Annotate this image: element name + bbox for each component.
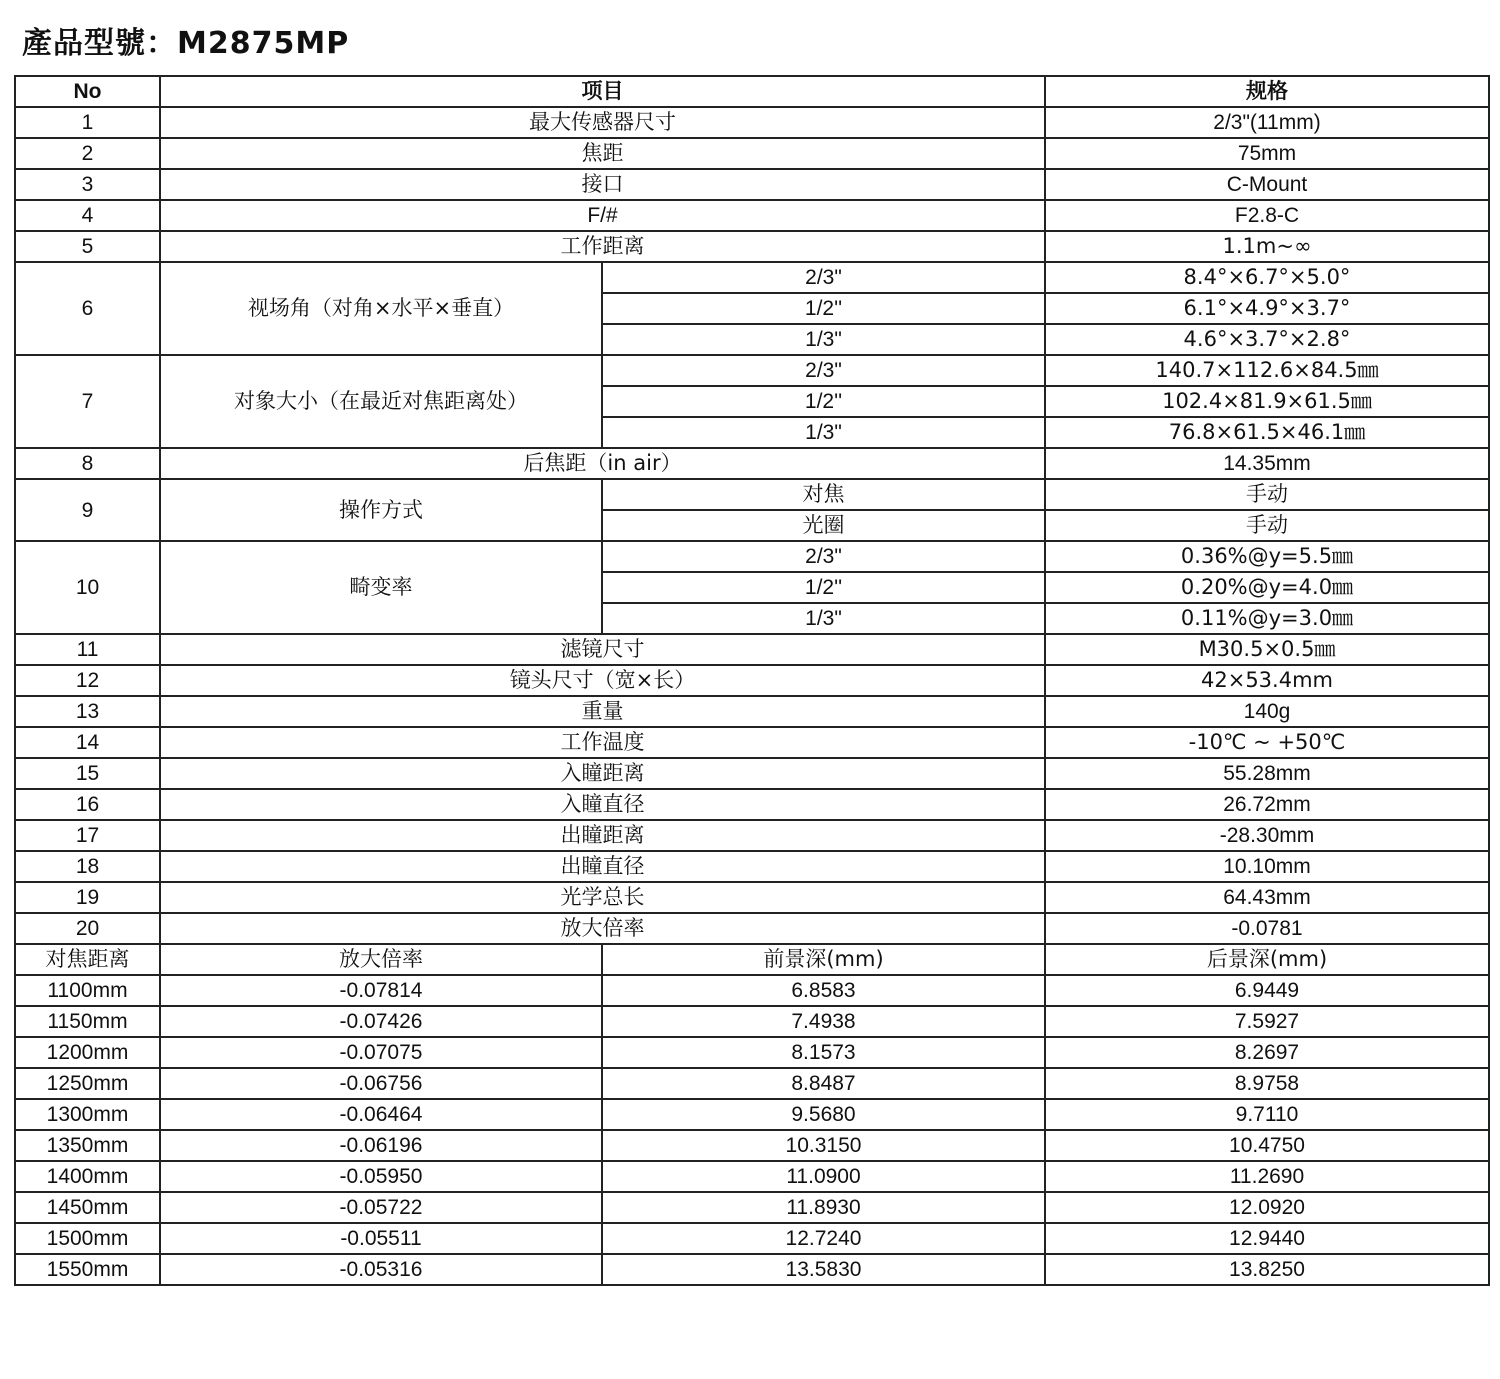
- dof-table-body: [15, 975, 1489, 1285]
- row-spec: 140g: [1045, 696, 1489, 727]
- dof-focus-distance: 1400mm: [15, 1161, 160, 1192]
- row-no: 17: [15, 820, 160, 851]
- dof-row: [15, 1130, 1489, 1161]
- dof-header-front-depth: 前景深(mm): [602, 944, 1045, 975]
- row-spec: F2.8-C: [1045, 200, 1489, 231]
- dof-magnification: -0.05511: [160, 1223, 602, 1254]
- row-no: 18: [15, 851, 160, 882]
- row-no: 13: [15, 696, 160, 727]
- dof-magnification: -0.05316: [160, 1254, 602, 1285]
- row-item: 出瞳距离: [160, 820, 1045, 851]
- row-item: 最大传感器尺寸: [160, 107, 1045, 138]
- dof-magnification: -0.07426: [160, 1006, 602, 1037]
- dof-row: [15, 1223, 1489, 1254]
- sensor-size: 1/2'': [602, 572, 1045, 603]
- table-row: [15, 727, 1489, 758]
- row-item: 滤镜尺寸: [160, 634, 1045, 665]
- row-no: 10: [15, 541, 160, 634]
- header-spec: 规格: [1045, 76, 1489, 107]
- row-no: 5: [15, 231, 160, 262]
- table-row: [15, 913, 1489, 944]
- row-item: 光学总长: [160, 882, 1045, 913]
- row-item: 对象大小（在最近对焦距离处）: [160, 355, 602, 448]
- dof-front-depth: 8.8487: [602, 1068, 1045, 1099]
- dof-front-depth: 12.7240: [602, 1223, 1045, 1254]
- row-spec: 6.1°×4.9°×3.7°: [1045, 293, 1489, 324]
- dof-header-focus-distance: 对焦距离: [15, 944, 160, 975]
- row-spec: 55.28mm: [1045, 758, 1489, 789]
- row-item: 操作方式: [160, 479, 602, 541]
- dof-row: [15, 1099, 1489, 1130]
- table-row: [15, 820, 1489, 851]
- dof-magnification: -0.07075: [160, 1037, 602, 1068]
- dof-row: [15, 1161, 1489, 1192]
- row-no: 3: [15, 169, 160, 200]
- table-row: [15, 758, 1489, 789]
- dof-front-depth: 11.0900: [602, 1161, 1045, 1192]
- table-row: [15, 448, 1489, 479]
- dof-magnification: -0.05950: [160, 1161, 602, 1192]
- row-spec: 手动: [1045, 510, 1489, 541]
- row-no: 9: [15, 479, 160, 541]
- row-item: F/#: [160, 200, 1045, 231]
- dof-rear-depth: 6.9449: [1045, 975, 1489, 1006]
- row-no: 19: [15, 882, 160, 913]
- dof-rear-depth: 7.5927: [1045, 1006, 1489, 1037]
- table-row: [15, 851, 1489, 882]
- page-title: 產品型號：M2875MP: [22, 26, 350, 61]
- row-no: 12: [15, 665, 160, 696]
- row-spec: 64.43mm: [1045, 882, 1489, 913]
- dof-focus-distance: 1300mm: [15, 1099, 160, 1130]
- dof-row: [15, 975, 1489, 1006]
- row-no: 11: [15, 634, 160, 665]
- dof-magnification: -0.06756: [160, 1068, 602, 1099]
- row-spec: 手动: [1045, 479, 1489, 510]
- table-row: [15, 789, 1489, 820]
- row-spec: 140.7×112.6×84.5㎜: [1045, 355, 1489, 386]
- table-row: [15, 665, 1489, 696]
- row-spec: -0.0781: [1045, 913, 1489, 944]
- table-row: [15, 355, 1489, 386]
- row-no: 8: [15, 448, 160, 479]
- row-spec: 76.8×61.5×46.1㎜: [1045, 417, 1489, 448]
- sensor-size: 1/3": [602, 417, 1045, 448]
- dof-focus-distance: 1150mm: [15, 1006, 160, 1037]
- sensor-size: 2/3": [602, 355, 1045, 386]
- dof-front-depth: 8.1573: [602, 1037, 1045, 1068]
- row-item: 视场角（对角×水平×垂直）: [160, 262, 602, 355]
- row-spec: 102.4×81.9×61.5㎜: [1045, 386, 1489, 417]
- row-item: 畸变率: [160, 541, 602, 634]
- row-spec: C-Mount: [1045, 169, 1489, 200]
- dof-rear-depth: 8.9758: [1045, 1068, 1489, 1099]
- dof-rear-depth: 13.8250: [1045, 1254, 1489, 1285]
- dof-row: [15, 1006, 1489, 1037]
- row-spec: 2/3"(11mm): [1045, 107, 1489, 138]
- dof-row: [15, 1192, 1489, 1223]
- dof-rear-depth: 8.2697: [1045, 1037, 1489, 1068]
- dof-focus-distance: 1250mm: [15, 1068, 160, 1099]
- header-no: No: [15, 76, 160, 107]
- table-row: [15, 696, 1489, 727]
- row-spec: 14.35mm: [1045, 448, 1489, 479]
- table-row: [15, 882, 1489, 913]
- dof-magnification: -0.06464: [160, 1099, 602, 1130]
- row-item: 焦距: [160, 138, 1045, 169]
- row-no: 7: [15, 355, 160, 448]
- sensor-size: 1/2'': [602, 293, 1045, 324]
- row-spec: 42×53.4mm: [1045, 665, 1489, 696]
- header-item: 项目: [160, 76, 1045, 107]
- row-no: 15: [15, 758, 160, 789]
- table-row: [15, 479, 1489, 510]
- dof-magnification: -0.05722: [160, 1192, 602, 1223]
- operation-sub: 对焦: [602, 479, 1045, 510]
- dof-magnification: -0.07814: [160, 975, 602, 1006]
- dof-row: [15, 1254, 1489, 1285]
- row-spec: 0.20%@y=4.0㎜: [1045, 572, 1489, 603]
- row-item: 接口: [160, 169, 1045, 200]
- dof-focus-distance: 1500mm: [15, 1223, 160, 1254]
- row-spec: -10℃ ~ +50℃: [1045, 727, 1489, 758]
- row-item: 工作距离: [160, 231, 1045, 262]
- sensor-size: 1/2'': [602, 386, 1045, 417]
- dof-rear-depth: 10.4750: [1045, 1130, 1489, 1161]
- row-item: 工作温度: [160, 727, 1045, 758]
- row-spec: 75mm: [1045, 138, 1489, 169]
- row-item: 重量: [160, 696, 1045, 727]
- dof-header-row: [15, 944, 1489, 975]
- row-item: 出瞳直径: [160, 851, 1045, 882]
- dof-focus-distance: 1450mm: [15, 1192, 160, 1223]
- dof-row: [15, 1037, 1489, 1068]
- row-spec: 1.1m~∞: [1045, 231, 1489, 262]
- row-no: 14: [15, 727, 160, 758]
- row-no: 2: [15, 138, 160, 169]
- table-row: [15, 138, 1489, 169]
- row-spec: 0.36%@y=5.5㎜: [1045, 541, 1489, 572]
- table-row: [15, 107, 1489, 138]
- dof-focus-distance: 1100mm: [15, 975, 160, 1006]
- row-item: 镜头尺寸（宽×长）: [160, 665, 1045, 696]
- dof-row: [15, 1068, 1489, 1099]
- table-row: [15, 541, 1489, 572]
- row-item: 放大倍率: [160, 913, 1045, 944]
- row-item: 后焦距（in air）: [160, 448, 1045, 479]
- dof-focus-distance: 1350mm: [15, 1130, 160, 1161]
- row-no: 1: [15, 107, 160, 138]
- row-spec: 26.72mm: [1045, 789, 1489, 820]
- table-row: [15, 169, 1489, 200]
- row-no: 6: [15, 262, 160, 355]
- dof-focus-distance: 1200mm: [15, 1037, 160, 1068]
- sensor-size: 2/3": [602, 262, 1045, 293]
- dof-front-depth: 10.3150: [602, 1130, 1045, 1161]
- operation-sub: 光圈: [602, 510, 1045, 541]
- dof-rear-depth: 9.7110: [1045, 1099, 1489, 1130]
- row-spec: -28.30mm: [1045, 820, 1489, 851]
- table-row: [15, 262, 1489, 293]
- row-item: 入瞳距离: [160, 758, 1045, 789]
- dof-rear-depth: 11.2690: [1045, 1161, 1489, 1192]
- dof-header-magnification: 放大倍率: [160, 944, 602, 975]
- dof-front-depth: 6.8583: [602, 975, 1045, 1006]
- spec-table: [14, 75, 1490, 1286]
- dof-magnification: -0.06196: [160, 1130, 602, 1161]
- row-no: 16: [15, 789, 160, 820]
- sensor-size: 2/3": [602, 541, 1045, 572]
- dof-rear-depth: 12.0920: [1045, 1192, 1489, 1223]
- dof-front-depth: 11.8930: [602, 1192, 1045, 1223]
- row-spec: 4.6°×3.7°×2.8°: [1045, 324, 1489, 355]
- dof-rear-depth: 12.9440: [1045, 1223, 1489, 1254]
- table-row: [15, 634, 1489, 665]
- row-spec: 8.4°×6.7°×5.0°: [1045, 262, 1489, 293]
- table-row: [15, 231, 1489, 262]
- dof-front-depth: 13.5830: [602, 1254, 1045, 1285]
- dof-header-rear-depth: 后景深(mm): [1045, 944, 1489, 975]
- table-header-row: [15, 76, 1489, 107]
- sensor-size: 1/3": [602, 603, 1045, 634]
- row-spec: M30.5×0.5㎜: [1045, 634, 1489, 665]
- row-spec: 10.10mm: [1045, 851, 1489, 882]
- dof-focus-distance: 1550mm: [15, 1254, 160, 1285]
- row-item: 入瞳直径: [160, 789, 1045, 820]
- row-no: 20: [15, 913, 160, 944]
- row-no: 4: [15, 200, 160, 231]
- table-row: [15, 200, 1489, 231]
- dof-front-depth: 9.5680: [602, 1099, 1045, 1130]
- row-spec: 0.11%@y=3.0㎜: [1045, 603, 1489, 634]
- sensor-size: 1/3": [602, 324, 1045, 355]
- dof-front-depth: 7.4938: [602, 1006, 1045, 1037]
